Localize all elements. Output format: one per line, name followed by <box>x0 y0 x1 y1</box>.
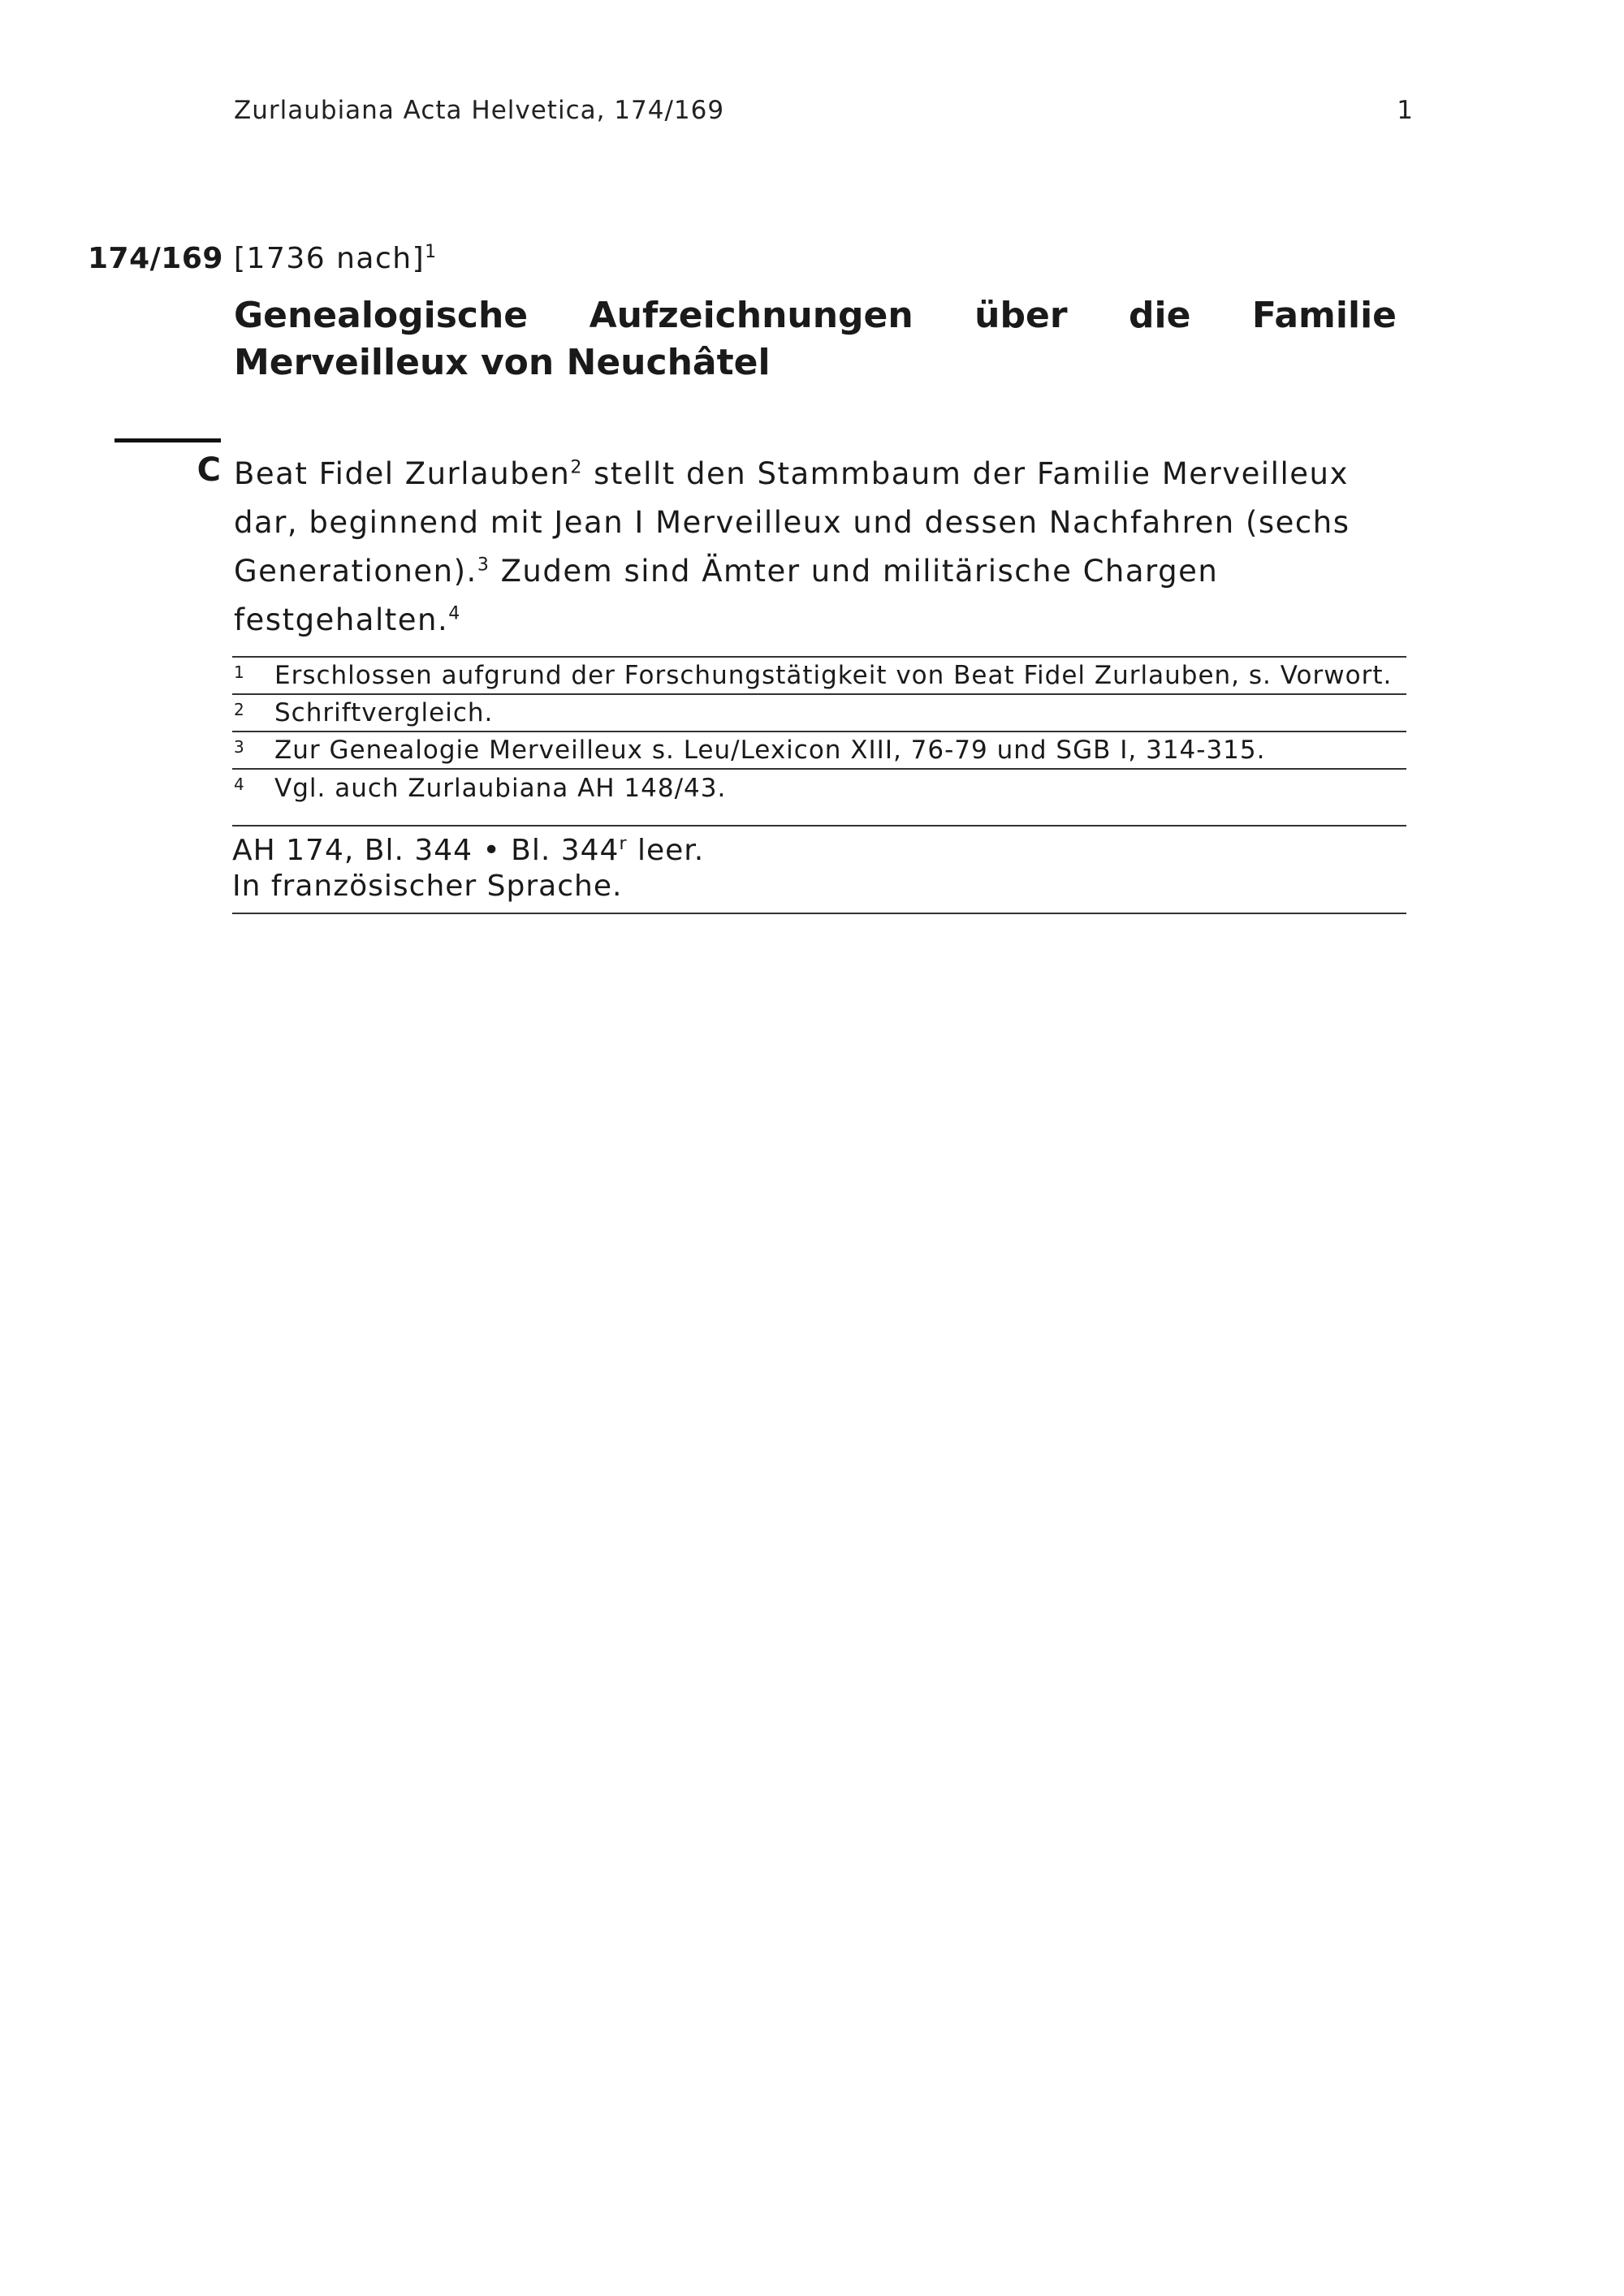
footnote <box>232 695 1406 732</box>
footnote-ref-4: 4 <box>448 603 461 624</box>
footnote <box>232 732 1406 770</box>
document-title: Genealogische Aufzeichnungen über die Familie Merveilleux von Neuchâtel <box>234 295 1397 383</box>
footnote-ref-1: 1 <box>425 242 438 262</box>
footnotes <box>232 656 1406 807</box>
source-block <box>232 825 1406 914</box>
source-reference <box>232 833 1406 869</box>
summary-part-1: Beat Fidel Zurlauben <box>234 456 571 491</box>
document-number: 174/169 <box>88 242 223 275</box>
regest-summary <box>234 450 1411 645</box>
footnote-text: Vgl. auch Zurlaubiana AH 148/43. <box>274 774 727 803</box>
footnote-ref-2: 2 <box>570 457 583 478</box>
footnote-ref-3: 3 <box>477 555 490 576</box>
document-date <box>234 242 438 275</box>
footnote-number: 1 <box>234 662 244 682</box>
source-ref-text: AH 174, Bl. 344 • Bl. 344 <box>232 834 620 867</box>
footnote-number: 3 <box>234 737 244 757</box>
footnote-number: 4 <box>234 775 244 794</box>
footnote-text: Zur Genealogie Merveilleux s. Leu/Lexicon XIII, 76-79 und SGB I, 314-315. <box>274 736 1266 765</box>
sigle: C <box>197 451 221 489</box>
source-ref-tail: leer. <box>627 834 705 867</box>
footnote-number: 2 <box>234 700 244 719</box>
summary-part-2: stellt den Stammbaum der Familie Merveilleux dar, beginnend mit Jean I Merveilleux und dessen Nachfahren (sechs Generationen). <box>234 456 1350 589</box>
running-head: Zurlaubiana Acta Helvetica, 174/169 <box>234 96 725 125</box>
page-number: 1 <box>1397 96 1413 125</box>
source-language: In französischer Sprache. <box>232 870 623 903</box>
footnote <box>232 770 1406 807</box>
margin-rule <box>114 438 221 442</box>
footnote-text: Schriftvergleich. <box>274 698 494 727</box>
footnote <box>232 658 1406 695</box>
summary-part-3: Zudem sind Ämter und militärische Chargen festgehalten. <box>234 554 1219 637</box>
recto-mark: r <box>619 834 628 854</box>
date-text: [1736 nach] <box>234 242 425 275</box>
footnote-text: Erschlossen aufgrund der Forschungstätigkeit von Beat Fidel Zurlauben, s. Vorwort. <box>274 661 1393 690</box>
